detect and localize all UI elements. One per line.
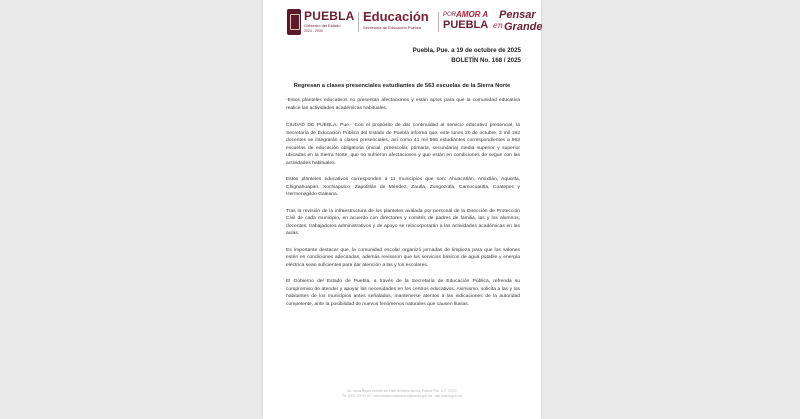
logo-amor-amor: AMOR A (456, 10, 489, 19)
logo-en: en (493, 21, 503, 30)
footer-address: Av. Jesús Reyes Heroles s/n entre la Nueva Aurora, Puebla, Pue. C.P. 72070 (347, 389, 457, 393)
headline: Regresan a clases presenciales estudiantes de 563 escuelas de la Sierra Norte (293, 83, 511, 89)
body-paragraph: El Gobierno del Estado de Puebla, a través de la Secretaría de Educación Pública, refrenda su compromiso de atender y apoyar las necesidades en los centros educativos. Asimismo, solicita a las y los habitantes de los municipios antes señalados, mantenerse atentos a las indicaciones de la autoridad competente, ante la posibilidad de nuevos fenómenos naturales que causen lluvias. (286, 279, 520, 307)
por-amor-a-puebla-logo (443, 10, 491, 34)
logo-puebla-sub: Gobierno del Estado (304, 23, 341, 28)
logo-amor-por: POR (443, 12, 457, 18)
logo-divider (358, 12, 359, 32)
educacion-logo (363, 8, 433, 36)
body-paragraph: Es importante destacar que, la comunidad escolar organizó jornadas de limpieza para que los salones estén en condiciones adecuadas, además revisaron que los servicios básicos de agua potable y energía eléctrica sean suficientes para dar atención a las y los escolares. (286, 247, 520, 268)
page-footer (263, 389, 541, 399)
pensar-en-grande-logo (493, 9, 543, 35)
logo-puebla-years: 2024 - 2030 (304, 29, 323, 33)
body-paragraph: Estos planteles educativos corresponden a 11 municipios que son: Ahuacatlán, Amixtlán, Aquixtla, Chignahuapan, Xochiapulco, Zapotitlán de Méndez, Zautla, Zongozotla, Camocuautla, Coatepec y Hermenegildo Galeana. (286, 177, 520, 197)
logo-pensar: Pensar (499, 9, 536, 21)
logo-divider (438, 12, 439, 32)
bulletin-body (286, 97, 520, 317)
logo-puebla-name: PUEBLA (304, 9, 355, 23)
bulletin-number: BOLETÍN No. 168 / 2025 (451, 57, 521, 64)
body-paragraph: CIUDAD DE PUEBLA, Pue.- Con el propósito de dar continuidad al servicio educativo presencial, la Secretaría de Educación Pública del Estado de Puebla informa que, este lunes 20 de octubre, 2 mil 192 docentes se integrarán a clases presenciales, así como 41 mil 566 estudiantes correspondientes a 563 escuelas de educación obligatoria (inicial, preescolar, primaria, secundaria) media superior y superior ubicadas en la Sierra Norte, que no sufrieron afectaciones y que están en condiciones de seguir con las actividades habituales. (286, 123, 520, 166)
bulletin-page (263, 0, 541, 419)
logo-grande: Grande (504, 21, 543, 33)
footer-contact: Tel. (222) 229 69 00 · comunicacion.educacion@puebla.gob.mx · sep.puebla.gob.mx (341, 394, 462, 398)
dateline: Puebla, Pue. a 19 de octubre de 2025 (412, 47, 521, 54)
logo-amor-puebla: PUEBLA (443, 19, 489, 31)
logo-edu-sub: Secretaría de Educación Pública (363, 25, 422, 30)
logo-edu-name: Educación (363, 9, 429, 24)
body-paragraph: Tras la revisión de la infraestructura de los planteles avalada por personal de la Dirección de Protección Civil de cada municipio, en acuerdo con directores y comités de padres de familia, las y los alumnos, docentes, trabajadores administrativos y de apoyo se reincorporarán a las actividades académicas en las aulas. (286, 208, 520, 236)
header-logos (287, 8, 543, 36)
gobierno-puebla-logo (287, 8, 355, 36)
lead-paragraph: -Estos planteles educativos no presentan afectaciones y están aptos para que la comunidad educativa realice las actividades académicas habituales. (286, 98, 520, 111)
puebla-crest-icon (287, 9, 301, 35)
